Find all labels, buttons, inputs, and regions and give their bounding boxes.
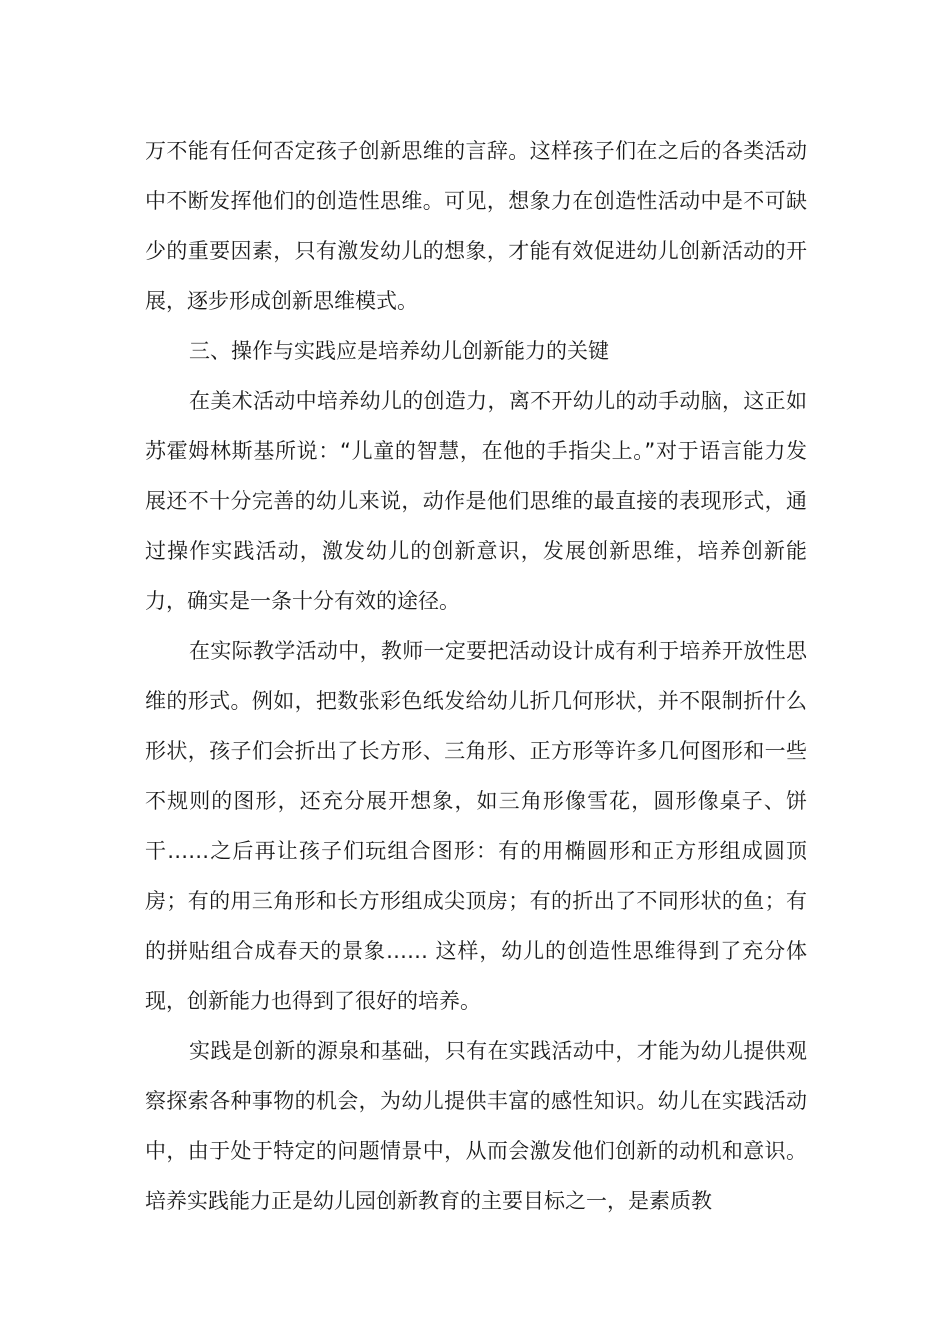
- paragraph: 实践是创新的源泉和基础，只有在实践活动中，才能为幼儿提供观察探索各种事物的机会，为幼儿提供丰富的感性知识。幼儿在实践活动中，由于处于特定的问题情景中，从而会激发他们创新的动机和意识。培养实践能力正是幼儿园创新教育的主要目标之一，是素质教: [145, 1039, 807, 1213]
- section-heading: 三、操作与实践应是培养幼儿创新能力的关键: [189, 339, 609, 363]
- paragraph-continuation: 万不能有任何否定孩子创新思维的言辞。这样孩子们在之后的各类活动中不断发挥他们的创造性思维。可见，想象力在创造性活动中是不可缺少的重要因素，只有激发幼儿的想象，才能有效促进幼儿创新活动的开展，逐步形成创新思维模式。: [145, 139, 807, 313]
- document-body: [145, 126, 807, 1226]
- paragraph: 在实际教学活动中，教师一定要把活动设计成有利于培养开放性思维的形式。例如，把数张彩色纸发给幼儿折几何形状，并不限制折什么形状，孩子们会折出了长方形、三角形、正方形等许多几何图形和一些不规则的图形，还充分展开想象，如三角形像雪花，圆形像桌子、饼干……之后再让孩子们玩组合图形：有的用椭圆形和正方形组成圆顶房；有的用三角形和长方形组成尖顶房；有的折出了不同形状的鱼；有的拼贴组合成春天的景象…… 这样，幼儿的创造性思维得到了充分体现，创新能力也得到了很好的培养。: [145, 639, 807, 1013]
- paragraph: 在美术活动中培养幼儿的创造力，离不开幼儿的动手动脑，这正如苏霍姆林斯基所说：“儿童的智慧，在他的手指尖上。”对于语言能力发展还不十分完善的幼儿来说，动作是他们思维的最直接的表现形式，通过操作实践活动，激发幼儿的创新意识，发展创新思维，培养创新能力，确实是一条十分有效的途径。: [145, 389, 807, 613]
